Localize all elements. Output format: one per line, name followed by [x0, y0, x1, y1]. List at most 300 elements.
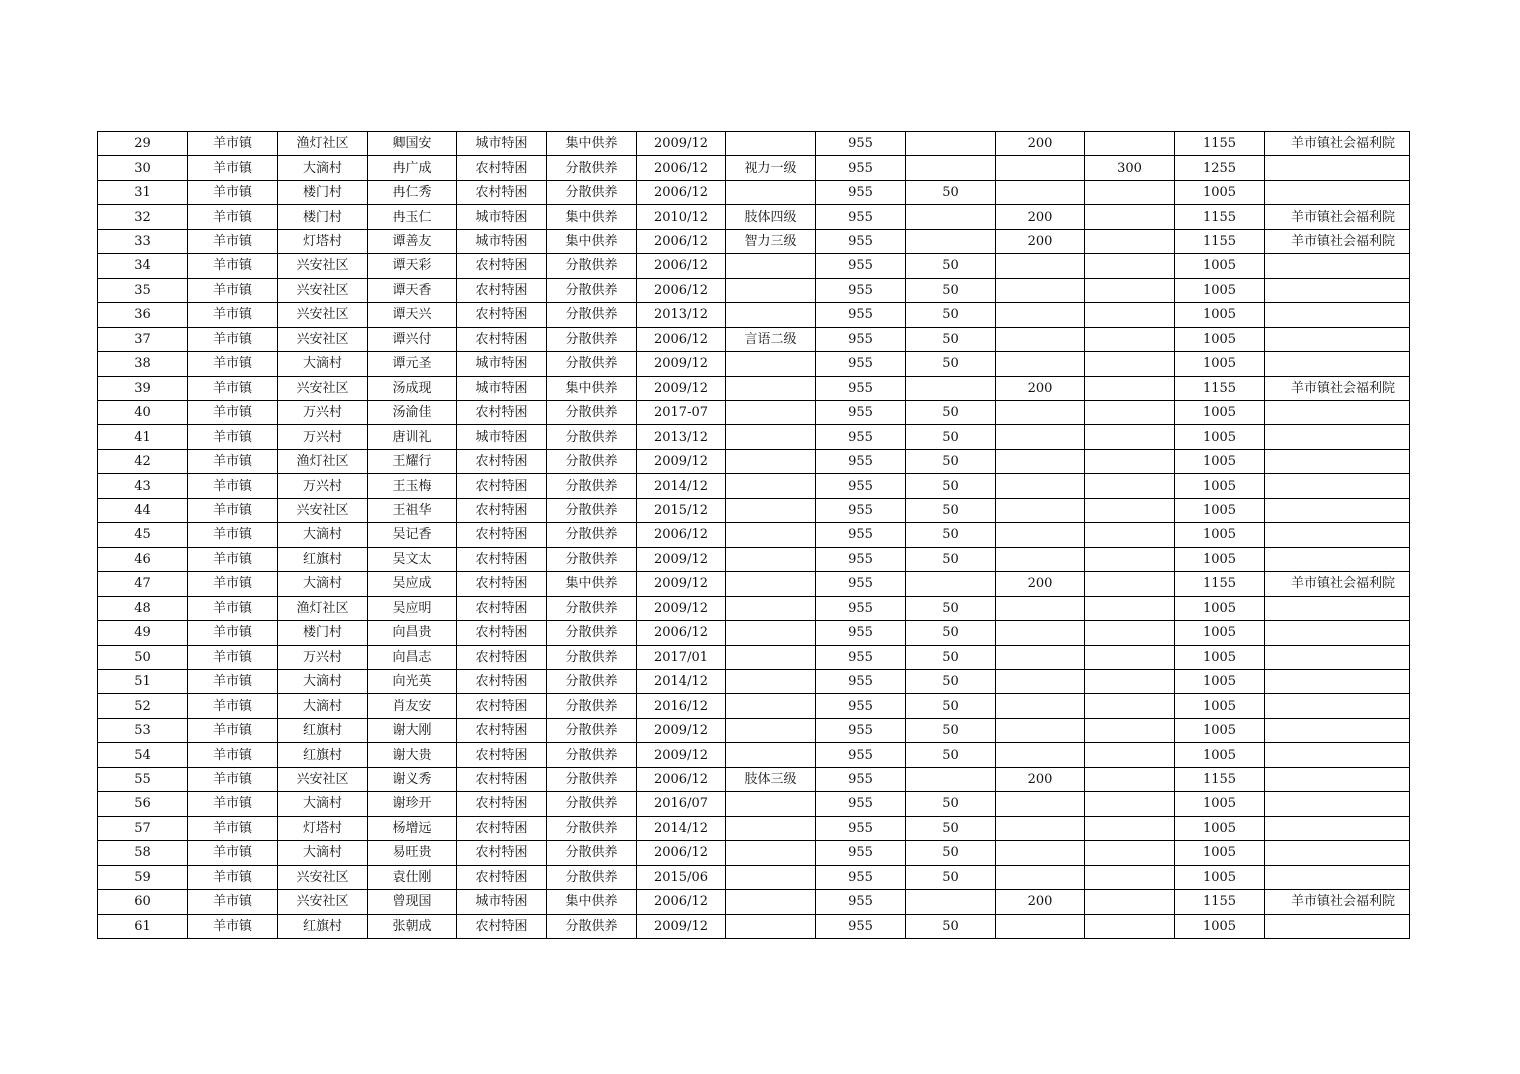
cell-allowance-200: 200 — [996, 572, 1085, 596]
cell-town: 羊市镇 — [188, 718, 278, 742]
cell-notes — [1265, 914, 1410, 939]
cell-index: 46 — [98, 547, 188, 571]
cell-base-amount: 955 — [816, 474, 906, 498]
cell-allowance-50: 50 — [906, 816, 996, 840]
cell-support-mode: 集中供养 — [547, 229, 637, 253]
cell-base-amount: 955 — [816, 596, 906, 620]
cell-name: 卿国安 — [368, 132, 457, 156]
cell-village: 兴安社区 — [278, 278, 368, 302]
cell-allowance-300 — [1085, 132, 1175, 156]
cell-allowance-50: 50 — [906, 841, 996, 865]
assistance-roster-table — [97, 131, 1410, 939]
cell-index: 30 — [98, 156, 188, 180]
cell-date: 2009/12 — [637, 376, 726, 400]
cell-notes — [1265, 180, 1410, 204]
table-row — [98, 621, 1410, 645]
cell-support-mode: 分散供养 — [547, 645, 637, 669]
table-row — [98, 400, 1410, 424]
cell-allowance-200: 200 — [996, 132, 1085, 156]
cell-allowance-300 — [1085, 914, 1175, 939]
cell-base-amount: 955 — [816, 645, 906, 669]
cell-date: 2013/12 — [637, 303, 726, 327]
cell-support-mode: 分散供养 — [547, 669, 637, 693]
table-row — [98, 254, 1410, 278]
cell-village: 兴安社区 — [278, 303, 368, 327]
cell-town: 羊市镇 — [188, 792, 278, 816]
cell-notes: 羊市镇社会福利院 — [1265, 890, 1410, 914]
table-row — [98, 180, 1410, 204]
cell-allowance-200: 200 — [996, 229, 1085, 253]
cell-allowance-50: 50 — [906, 718, 996, 742]
cell-total: 1005 — [1175, 547, 1265, 571]
cell-town: 羊市镇 — [188, 816, 278, 840]
cell-date: 2006/12 — [637, 621, 726, 645]
cell-disability — [726, 816, 816, 840]
cell-disability — [726, 474, 816, 498]
cell-disability: 视力一级 — [726, 156, 816, 180]
cell-allowance-200 — [996, 694, 1085, 718]
cell-allowance-50: 50 — [906, 547, 996, 571]
cell-base-amount: 955 — [816, 841, 906, 865]
cell-disability — [726, 865, 816, 889]
cell-town: 羊市镇 — [188, 865, 278, 889]
cell-total: 1005 — [1175, 816, 1265, 840]
cell-category: 农村特困 — [457, 743, 547, 767]
cell-category: 农村特困 — [457, 841, 547, 865]
cell-category: 城市特困 — [457, 205, 547, 229]
table-row — [98, 645, 1410, 669]
cell-village: 楼门村 — [278, 205, 368, 229]
table-row — [98, 303, 1410, 327]
cell-town: 羊市镇 — [188, 914, 278, 939]
cell-date: 2015/06 — [637, 865, 726, 889]
cell-disability: 智力三级 — [726, 229, 816, 253]
cell-village: 大滴村 — [278, 669, 368, 693]
cell-town: 羊市镇 — [188, 841, 278, 865]
cell-allowance-50: 50 — [906, 254, 996, 278]
cell-name: 谭天兴 — [368, 303, 457, 327]
cell-total: 1005 — [1175, 914, 1265, 939]
cell-index: 39 — [98, 376, 188, 400]
cell-disability — [726, 718, 816, 742]
cell-allowance-50: 50 — [906, 914, 996, 939]
cell-index: 34 — [98, 254, 188, 278]
cell-index: 37 — [98, 327, 188, 351]
cell-category: 农村特困 — [457, 474, 547, 498]
cell-name: 谢大贵 — [368, 743, 457, 767]
cell-allowance-200 — [996, 449, 1085, 473]
table-row — [98, 718, 1410, 742]
cell-total: 1005 — [1175, 841, 1265, 865]
cell-allowance-300 — [1085, 400, 1175, 424]
cell-disability — [726, 572, 816, 596]
cell-allowance-50 — [906, 767, 996, 791]
cell-town: 羊市镇 — [188, 278, 278, 302]
cell-allowance-300 — [1085, 352, 1175, 376]
cell-allowance-300 — [1085, 841, 1175, 865]
cell-name: 冉玉仁 — [368, 205, 457, 229]
cell-date: 2009/12 — [637, 914, 726, 939]
cell-village: 大滴村 — [278, 352, 368, 376]
cell-name: 向光英 — [368, 669, 457, 693]
cell-notes — [1265, 474, 1410, 498]
cell-allowance-200 — [996, 523, 1085, 547]
cell-base-amount: 955 — [816, 865, 906, 889]
cell-name: 吴应成 — [368, 572, 457, 596]
cell-name: 冉广成 — [368, 156, 457, 180]
cell-base-amount: 955 — [816, 890, 906, 914]
cell-support-mode: 分散供养 — [547, 156, 637, 180]
table-row — [98, 156, 1410, 180]
table-row — [98, 474, 1410, 498]
cell-allowance-50 — [906, 132, 996, 156]
cell-category: 农村特困 — [457, 669, 547, 693]
cell-village: 红旗村 — [278, 914, 368, 939]
cell-total: 1155 — [1175, 229, 1265, 253]
cell-disability — [726, 278, 816, 302]
cell-index: 38 — [98, 352, 188, 376]
cell-village: 大滴村 — [278, 841, 368, 865]
cell-allowance-300 — [1085, 474, 1175, 498]
cell-disability — [726, 376, 816, 400]
cell-allowance-300 — [1085, 449, 1175, 473]
cell-allowance-50: 50 — [906, 180, 996, 204]
table-row — [98, 278, 1410, 302]
cell-index: 55 — [98, 767, 188, 791]
cell-name: 王玉梅 — [368, 474, 457, 498]
cell-town: 羊市镇 — [188, 767, 278, 791]
cell-notes — [1265, 669, 1410, 693]
cell-disability — [726, 743, 816, 767]
cell-notes — [1265, 596, 1410, 620]
cell-base-amount: 955 — [816, 229, 906, 253]
cell-allowance-300 — [1085, 229, 1175, 253]
cell-allowance-200 — [996, 352, 1085, 376]
cell-allowance-200 — [996, 914, 1085, 939]
cell-town: 羊市镇 — [188, 327, 278, 351]
cell-town: 羊市镇 — [188, 669, 278, 693]
cell-date: 2006/12 — [637, 278, 726, 302]
cell-allowance-200 — [996, 596, 1085, 620]
cell-allowance-300 — [1085, 865, 1175, 889]
cell-name: 吴文太 — [368, 547, 457, 571]
cell-support-mode: 集中供养 — [547, 572, 637, 596]
cell-category: 农村特困 — [457, 303, 547, 327]
cell-village: 万兴村 — [278, 425, 368, 449]
cell-support-mode: 分散供养 — [547, 254, 637, 278]
cell-support-mode: 分散供养 — [547, 327, 637, 351]
cell-total: 1005 — [1175, 449, 1265, 473]
cell-base-amount: 955 — [816, 669, 906, 693]
cell-category: 农村特困 — [457, 156, 547, 180]
cell-base-amount: 955 — [816, 132, 906, 156]
cell-village: 万兴村 — [278, 645, 368, 669]
cell-allowance-50: 50 — [906, 669, 996, 693]
cell-allowance-200 — [996, 303, 1085, 327]
cell-total: 1005 — [1175, 694, 1265, 718]
cell-total: 1005 — [1175, 523, 1265, 547]
cell-allowance-50: 50 — [906, 449, 996, 473]
cell-base-amount: 955 — [816, 254, 906, 278]
cell-name: 吴应明 — [368, 596, 457, 620]
cell-index: 61 — [98, 914, 188, 939]
cell-support-mode: 分散供养 — [547, 425, 637, 449]
cell-category: 农村特困 — [457, 596, 547, 620]
cell-village: 大滴村 — [278, 792, 368, 816]
cell-date: 2006/12 — [637, 523, 726, 547]
cell-category: 农村特困 — [457, 621, 547, 645]
cell-total: 1155 — [1175, 767, 1265, 791]
cell-town: 羊市镇 — [188, 352, 278, 376]
table-row — [98, 205, 1410, 229]
cell-allowance-300 — [1085, 180, 1175, 204]
cell-notes — [1265, 694, 1410, 718]
cell-allowance-300 — [1085, 890, 1175, 914]
cell-date: 2006/12 — [637, 767, 726, 791]
cell-disability — [726, 694, 816, 718]
cell-disability — [726, 352, 816, 376]
cell-allowance-50 — [906, 205, 996, 229]
cell-allowance-200 — [996, 498, 1085, 522]
cell-disability — [726, 547, 816, 571]
cell-town: 羊市镇 — [188, 621, 278, 645]
cell-base-amount: 955 — [816, 718, 906, 742]
cell-name: 杨增远 — [368, 816, 457, 840]
cell-base-amount: 955 — [816, 400, 906, 424]
cell-town: 羊市镇 — [188, 132, 278, 156]
cell-category: 农村特困 — [457, 694, 547, 718]
cell-allowance-200 — [996, 865, 1085, 889]
cell-date: 2017-07 — [637, 400, 726, 424]
cell-notes — [1265, 718, 1410, 742]
cell-date: 2006/12 — [637, 841, 726, 865]
cell-index: 49 — [98, 621, 188, 645]
cell-date: 2009/12 — [637, 547, 726, 571]
table-row — [98, 523, 1410, 547]
table-row — [98, 669, 1410, 693]
table-row — [98, 890, 1410, 914]
cell-disability — [726, 449, 816, 473]
cell-notes: 羊市镇社会福利院 — [1265, 229, 1410, 253]
cell-allowance-50: 50 — [906, 278, 996, 302]
cell-allowance-50: 50 — [906, 743, 996, 767]
table-row — [98, 547, 1410, 571]
cell-town: 羊市镇 — [188, 596, 278, 620]
cell-notes: 羊市镇社会福利院 — [1265, 376, 1410, 400]
cell-total: 1005 — [1175, 621, 1265, 645]
cell-support-mode: 分散供养 — [547, 449, 637, 473]
cell-village: 兴安社区 — [278, 865, 368, 889]
cell-disability — [726, 841, 816, 865]
cell-category: 农村特困 — [457, 327, 547, 351]
cell-name: 袁仕刚 — [368, 865, 457, 889]
cell-village: 兴安社区 — [278, 767, 368, 791]
cell-name: 吴记香 — [368, 523, 457, 547]
cell-town: 羊市镇 — [188, 694, 278, 718]
cell-notes — [1265, 449, 1410, 473]
cell-allowance-200 — [996, 547, 1085, 571]
cell-category: 农村特困 — [457, 572, 547, 596]
cell-notes — [1265, 352, 1410, 376]
cell-disability — [726, 180, 816, 204]
table-row — [98, 865, 1410, 889]
cell-allowance-50: 50 — [906, 694, 996, 718]
cell-notes — [1265, 498, 1410, 522]
cell-name: 曾现国 — [368, 890, 457, 914]
cell-disability — [726, 425, 816, 449]
cell-allowance-300 — [1085, 816, 1175, 840]
cell-allowance-300 — [1085, 205, 1175, 229]
cell-allowance-50: 50 — [906, 327, 996, 351]
cell-date: 2009/12 — [637, 743, 726, 767]
cell-name: 张朝成 — [368, 914, 457, 939]
cell-town: 羊市镇 — [188, 425, 278, 449]
cell-allowance-200 — [996, 816, 1085, 840]
cell-town: 羊市镇 — [188, 474, 278, 498]
cell-index: 56 — [98, 792, 188, 816]
cell-date: 2014/12 — [637, 474, 726, 498]
cell-allowance-50: 50 — [906, 596, 996, 620]
cell-allowance-200: 200 — [996, 767, 1085, 791]
cell-village: 大滴村 — [278, 694, 368, 718]
cell-allowance-50: 50 — [906, 498, 996, 522]
cell-index: 50 — [98, 645, 188, 669]
cell-date: 2017/01 — [637, 645, 726, 669]
cell-village: 楼门村 — [278, 621, 368, 645]
cell-name: 王祖华 — [368, 498, 457, 522]
cell-allowance-300 — [1085, 743, 1175, 767]
cell-base-amount: 955 — [816, 621, 906, 645]
cell-notes — [1265, 767, 1410, 791]
cell-allowance-200 — [996, 474, 1085, 498]
cell-disability — [726, 669, 816, 693]
cell-date: 2006/12 — [637, 180, 726, 204]
cell-village: 兴安社区 — [278, 254, 368, 278]
cell-notes — [1265, 792, 1410, 816]
cell-total: 1005 — [1175, 425, 1265, 449]
cell-date: 2006/12 — [637, 156, 726, 180]
cell-town: 羊市镇 — [188, 547, 278, 571]
cell-allowance-50: 50 — [906, 621, 996, 645]
cell-allowance-50: 50 — [906, 303, 996, 327]
cell-allowance-300 — [1085, 694, 1175, 718]
cell-base-amount: 955 — [816, 205, 906, 229]
cell-base-amount: 955 — [816, 376, 906, 400]
cell-notes — [1265, 865, 1410, 889]
cell-base-amount: 955 — [816, 816, 906, 840]
cell-index: 41 — [98, 425, 188, 449]
cell-support-mode: 分散供养 — [547, 474, 637, 498]
cell-base-amount: 955 — [816, 547, 906, 571]
cell-allowance-50: 50 — [906, 352, 996, 376]
cell-notes — [1265, 547, 1410, 571]
cell-town: 羊市镇 — [188, 743, 278, 767]
cell-village: 兴安社区 — [278, 890, 368, 914]
cell-notes — [1265, 278, 1410, 302]
cell-total: 1005 — [1175, 180, 1265, 204]
cell-category: 农村特困 — [457, 449, 547, 473]
cell-allowance-300 — [1085, 376, 1175, 400]
cell-name: 向昌志 — [368, 645, 457, 669]
cell-disability: 肢体四级 — [726, 205, 816, 229]
cell-disability — [726, 132, 816, 156]
cell-town: 羊市镇 — [188, 254, 278, 278]
table-row — [98, 327, 1410, 351]
cell-date: 2014/12 — [637, 816, 726, 840]
cell-support-mode: 分散供养 — [547, 352, 637, 376]
cell-support-mode: 分散供养 — [547, 865, 637, 889]
cell-category: 农村特困 — [457, 645, 547, 669]
cell-index: 36 — [98, 303, 188, 327]
cell-date: 2009/12 — [637, 718, 726, 742]
cell-support-mode: 分散供养 — [547, 400, 637, 424]
cell-index: 48 — [98, 596, 188, 620]
cell-allowance-50: 50 — [906, 400, 996, 424]
cell-date: 2016/07 — [637, 792, 726, 816]
cell-index: 42 — [98, 449, 188, 473]
table-row — [98, 767, 1410, 791]
table-row — [98, 743, 1410, 767]
cell-support-mode: 分散供养 — [547, 743, 637, 767]
cell-disability — [726, 523, 816, 547]
cell-allowance-300 — [1085, 547, 1175, 571]
table-row — [98, 132, 1410, 156]
cell-village: 兴安社区 — [278, 376, 368, 400]
cell-name: 谭天彩 — [368, 254, 457, 278]
cell-index: 40 — [98, 400, 188, 424]
cell-name: 谭天香 — [368, 278, 457, 302]
cell-category: 农村特困 — [457, 865, 547, 889]
cell-index: 44 — [98, 498, 188, 522]
cell-index: 31 — [98, 180, 188, 204]
table-row — [98, 572, 1410, 596]
table-row — [98, 596, 1410, 620]
cell-date: 2015/12 — [637, 498, 726, 522]
cell-allowance-200 — [996, 156, 1085, 180]
cell-notes — [1265, 841, 1410, 865]
cell-allowance-200: 200 — [996, 205, 1085, 229]
cell-base-amount: 955 — [816, 352, 906, 376]
cell-allowance-200 — [996, 180, 1085, 204]
table-row — [98, 841, 1410, 865]
cell-category: 城市特困 — [457, 890, 547, 914]
cell-name: 易旺贵 — [368, 841, 457, 865]
cell-total: 1005 — [1175, 400, 1265, 424]
roster-body — [98, 132, 1410, 939]
cell-notes — [1265, 425, 1410, 449]
cell-date: 2010/12 — [637, 205, 726, 229]
cell-village: 灯塔村 — [278, 816, 368, 840]
cell-base-amount: 955 — [816, 327, 906, 351]
table-row — [98, 498, 1410, 522]
table-row — [98, 449, 1410, 473]
cell-town: 羊市镇 — [188, 303, 278, 327]
cell-town: 羊市镇 — [188, 156, 278, 180]
cell-allowance-300 — [1085, 498, 1175, 522]
cell-base-amount: 955 — [816, 767, 906, 791]
cell-disability — [726, 792, 816, 816]
cell-allowance-300 — [1085, 254, 1175, 278]
cell-index: 43 — [98, 474, 188, 498]
cell-village: 渔灯社区 — [278, 596, 368, 620]
cell-base-amount: 955 — [816, 694, 906, 718]
cell-allowance-50 — [906, 572, 996, 596]
cell-allowance-200 — [996, 718, 1085, 742]
cell-allowance-200 — [996, 425, 1085, 449]
cell-allowance-200 — [996, 400, 1085, 424]
cell-base-amount: 955 — [816, 743, 906, 767]
cell-allowance-300 — [1085, 767, 1175, 791]
